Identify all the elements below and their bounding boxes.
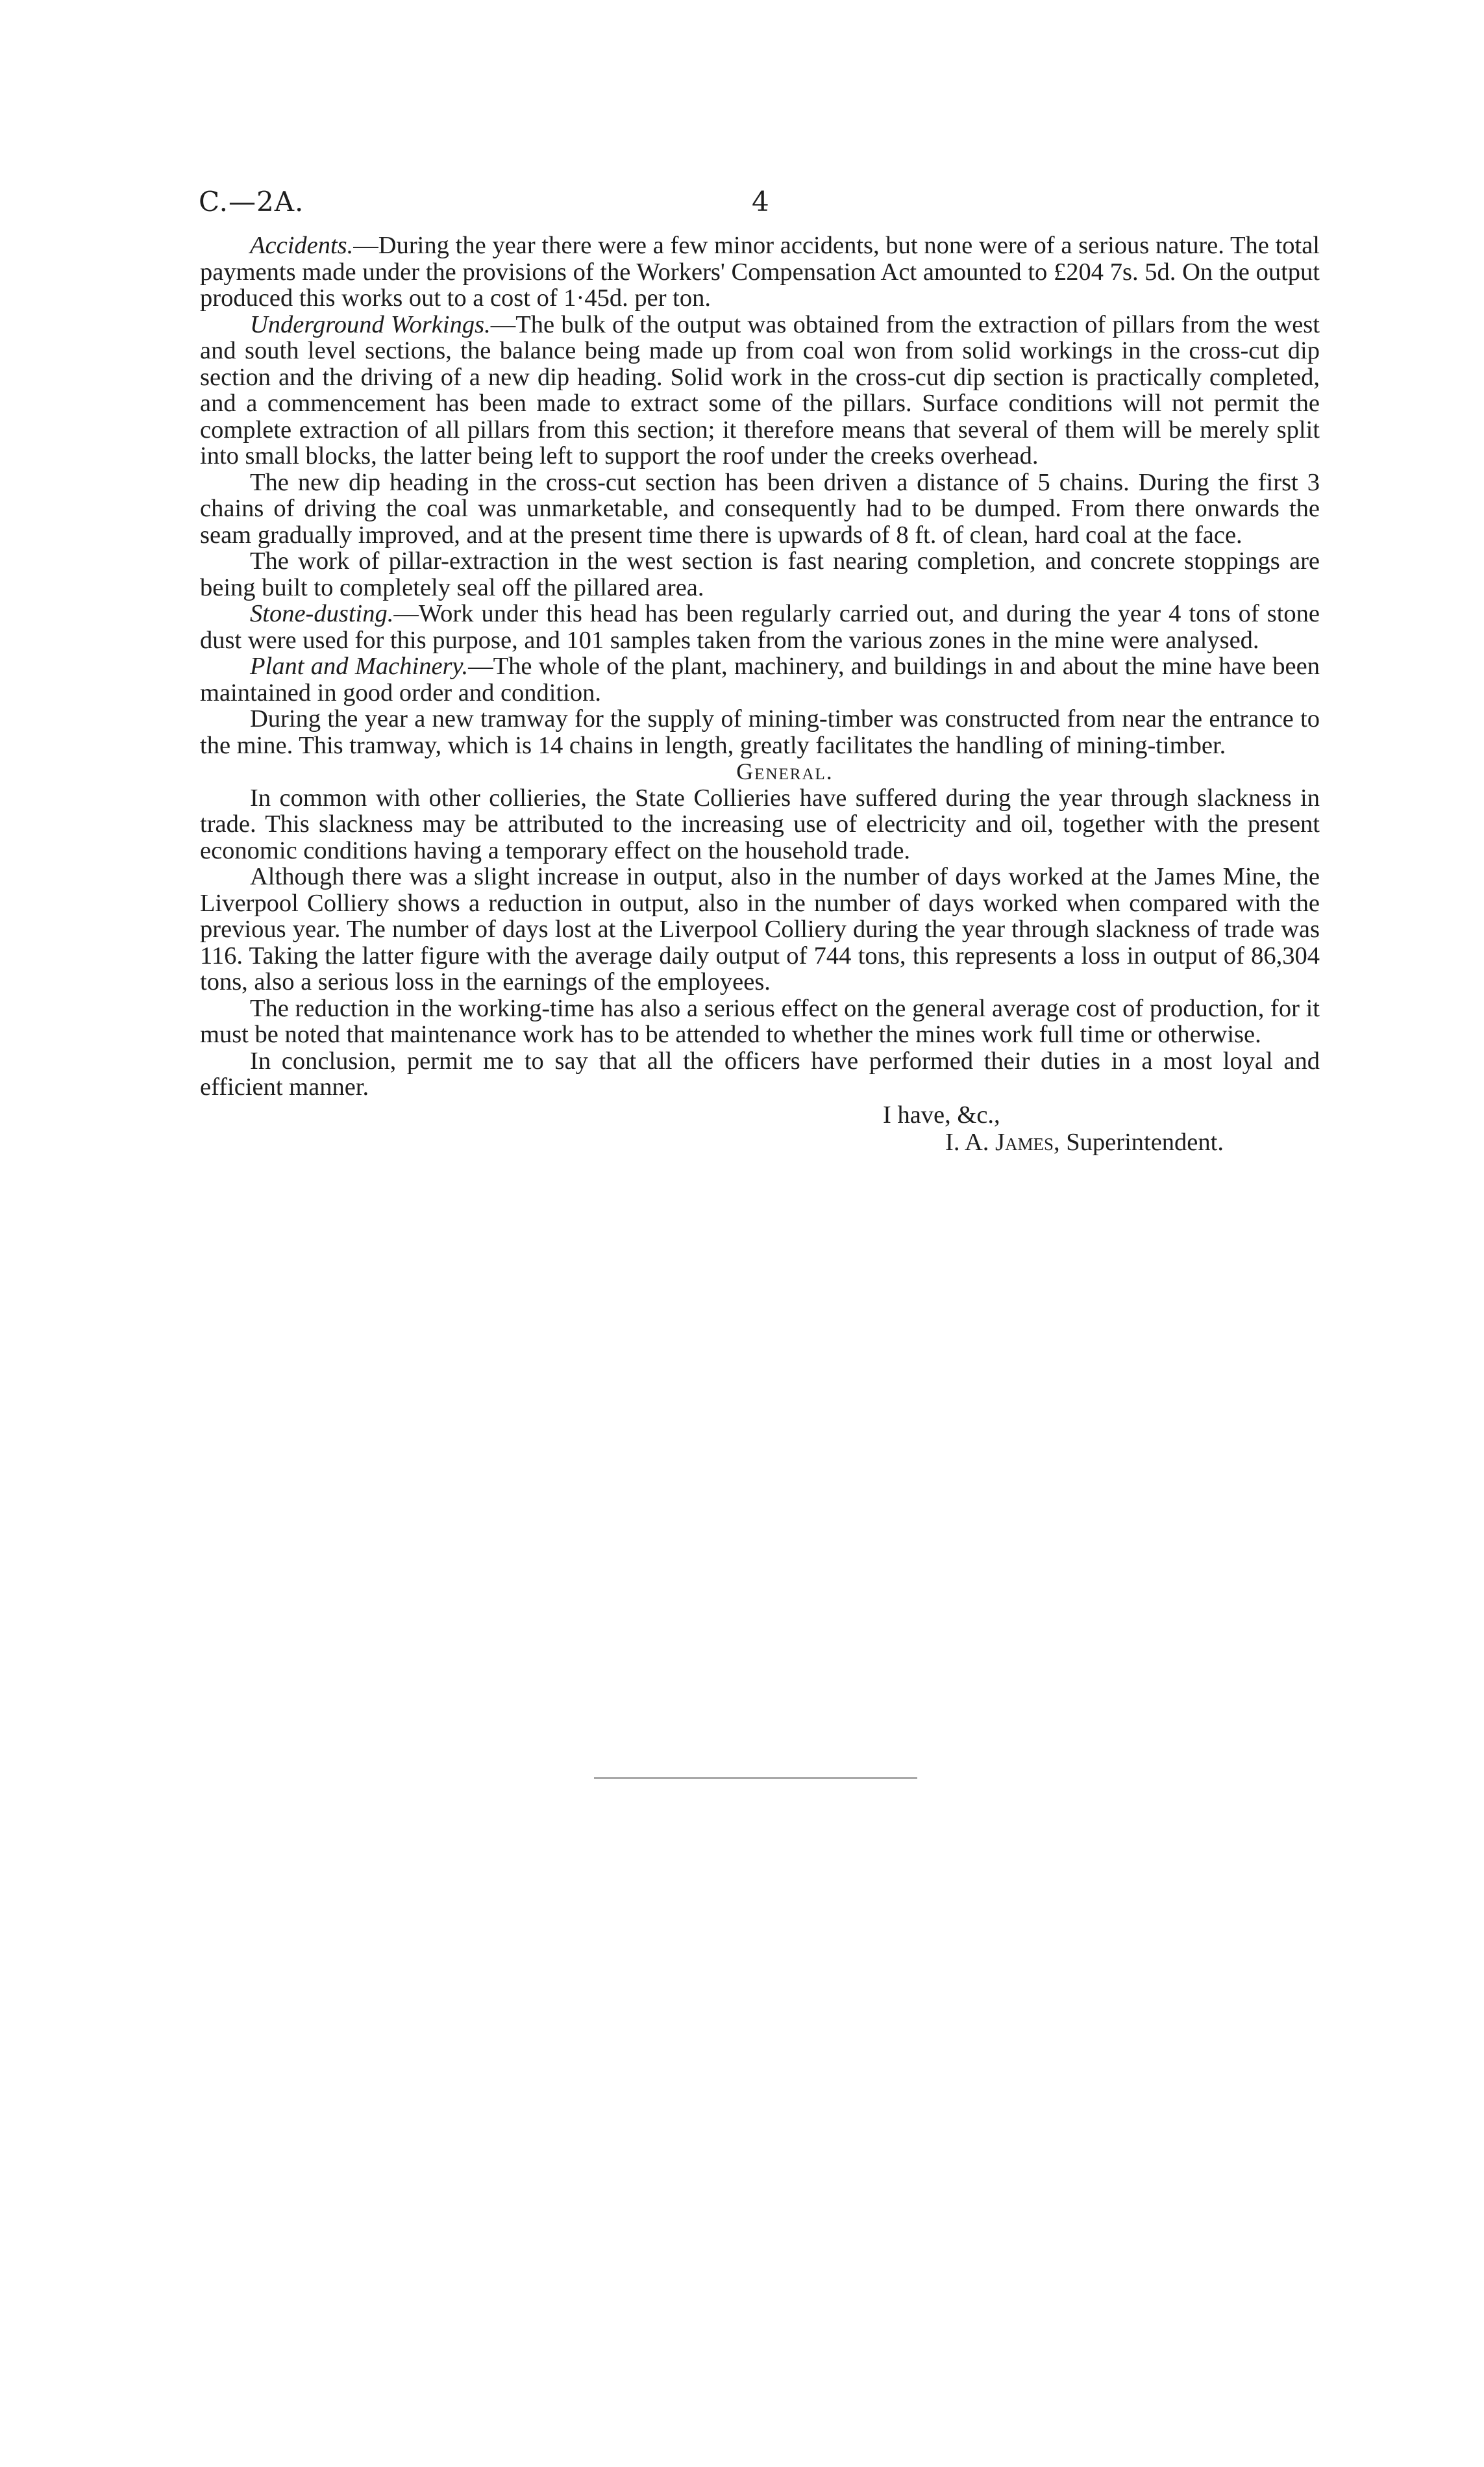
document-reference: C.—2A. [199, 186, 304, 218]
sign-off [200, 1102, 1320, 1157]
closing-rule [594, 1777, 917, 1779]
paragraph-text: —The bulk of the output was obtained from the extraction of pillars from the west and south level sections, the balance being made up from coal won from solid workings in the cross-cut dip section and the driving of a new dip heading. Solid work in the cross-cut dip section is practically completed, and a commencement has been made to extract some of the pillars. Surface conditions will not permit the complete extraction of all pillars from this section; it therefore means that several of them will be merely split into small blocks, the latter being left to support the roof under the creeks overhead. [200, 310, 1320, 470]
signatory-initials: I. A. [945, 1128, 989, 1156]
report-body [200, 232, 1320, 1157]
run-head-stone-dusting: Stone-dusting. [250, 600, 394, 627]
signatory-title: , Superintendent. [1054, 1128, 1224, 1156]
section-heading-general: General. [736, 758, 834, 784]
signatory [200, 1129, 1320, 1157]
page-number: 4 [752, 186, 769, 218]
paragraph-pillar-extraction: The work of pillar-extraction in the west section is fast nearing completion, and concrete stoppings are being built to completely seal off the pillared area. [200, 547, 1320, 601]
paragraph-general-output: Although there was a slight increase in output, also in the number of days worked at the James Mine, the Liverpool Colliery shows a reduction in output, also in the number of days worked when compared with the previous year. The number of days lost at the Liverpool Colliery during the year through slackness of trade was 116. Taking the latter figure with the average daily output of 744 tons, this represents a loss in output of 86,304 tons, also a serious loss in the earnings of the employees. [200, 863, 1320, 996]
run-head-plant-machinery: Plant and Machinery. [250, 653, 469, 680]
paragraph-stone-dusting [200, 601, 1320, 653]
run-head-accidents: Accidents. [250, 232, 354, 259]
salutation: I have, &c., [883, 1101, 1000, 1129]
paragraph-text: —The whole of the plant, machinery, and buildings in and about the mine have been maintained in good order and condition. [200, 653, 1320, 707]
paragraph-conclusion: In conclusion, permit me to say that all the officers have performed their duties in a most loyal and efficient manner. [200, 1047, 1320, 1101]
paragraph-general-slackness: In common with other collieries, the State Collieries have suffered during the year through slackness in trade. This slackness may be attributed to the increasing use of electricity and oil, together with the present economic conditions having a temporary effect on the household trade. [200, 784, 1320, 864]
paragraph-plant-machinery [200, 653, 1320, 706]
paragraph-general-working-time: The reduction in the working-time has also a serious effect on the general average cost of production, for it must be noted that maintenance work has to be attended to whether the mines work full time or otherwise. [200, 994, 1320, 1048]
paragraph-dip-heading: The new dip heading in the cross-cut section has been driven a distance of 5 chains. During the first 3 chains of driving the coal was unmarketable, and consequently had to be dumped. From there onwards the seam gradually improved, and at the present time there is upwards of 8 ft. of clean, hard coal at the face. [200, 468, 1320, 549]
paragraph-text: —During the year there were a few minor accidents, but none were of a serious nature. The total payments made under the provisions of the Workers' Compensation Act amounted to £204 7s. 5d. On the output produced this works out to a cost of 1·45d. per ton. [200, 232, 1320, 312]
page-header [199, 186, 1326, 225]
run-head-underground-workings: Underground Workings. [250, 310, 491, 338]
signatory-surname: James [995, 1128, 1054, 1156]
paragraph-underground-workings [200, 312, 1320, 470]
paragraph-accidents [200, 232, 1320, 312]
paragraph-tramway: During the year a new tramway for the supply of mining-timber was constructed from near the entrance to the mine. This tramway, which is 14 chains in length, greatly facilitates the handling of mining-timber. [200, 705, 1320, 759]
paragraph-text: —Work under this head has been regularly carried out, and during the year 4 tons of stone dust were used for this purpose, and 101 samples taken from the various zones in the mine were analysed. [200, 600, 1320, 654]
